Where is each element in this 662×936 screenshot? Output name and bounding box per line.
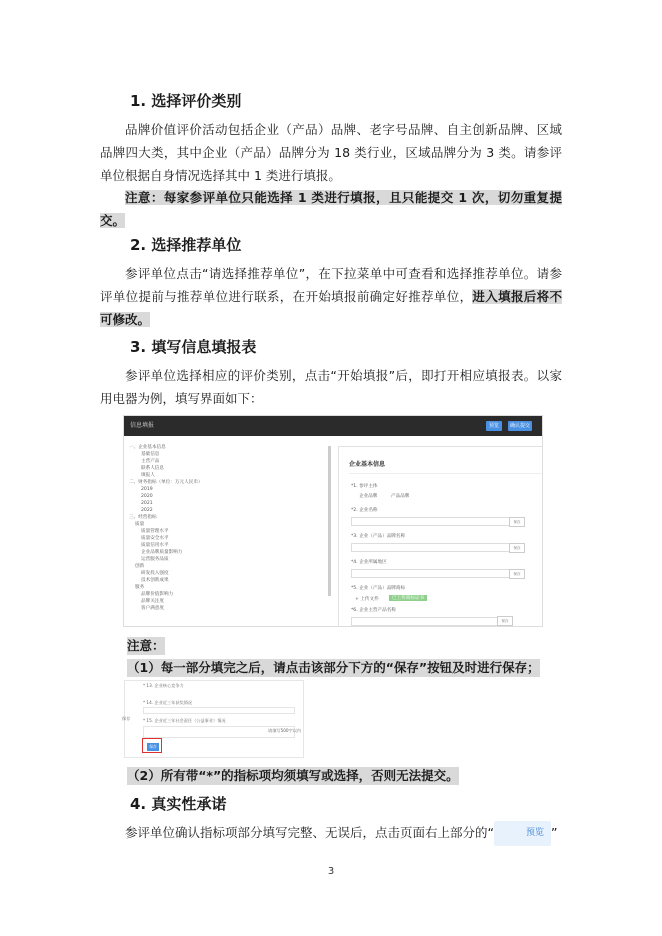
brand-name-input[interactable] [351,543,513,552]
upload-tag: 已上传商标证书 [389,595,427,601]
section-1-note-text: 注意：每家参评单位只能选择 1 类进行填报，且只能提交 1 次，切勿重复提交。 [100,190,562,228]
radio-product-brand[interactable]: 产品品牌 [391,494,410,499]
radio-enterprise-brand[interactable]: 企业品牌 [359,494,378,499]
s2-hint: 请填写500字以内 [268,728,302,733]
tree-item[interactable]: 基础信息 [141,452,160,457]
product-name-input[interactable] [351,617,513,626]
field-save-button[interactable]: 保存 [509,569,525,579]
section-1-note [100,186,562,232]
section-3-paragraph: 参评单位选择相应的评价类别，点击“开始填报”后，即打开相应填报表。以家用电器为例，填写界面如下： [100,368,562,406]
category-tree [129,444,329,612]
submit-button[interactable]: 确认提交 [509,423,530,429]
form-divider [349,473,543,474]
field-label: *2. 企业名称 [351,508,378,513]
tree-item[interactable]: 质量管理水平 [141,529,169,534]
page-number: 3 [327,866,335,877]
section-4-paragraph [100,821,562,846]
s2-side-label: 保存 [122,716,131,721]
screenshot-topbar [124,416,542,436]
s2-row-2: * 14. 企业近三年获奖情况 [143,700,193,705]
tree-item[interactable]: 2021 [141,501,153,506]
tree-item[interactable]: 三、经营指标 [129,515,157,520]
section-2-text: 参评单位点击“请选择推荐单位”，在下拉菜单中可查看和选择推荐单位。请参评单位提前与推荐单位进行联系，在开始填报前确定好推荐单位， [100,266,562,304]
section-4-title: 4. 真实性承诺 [130,795,227,813]
section-1-paragraph: 品牌价值评价活动包括企业（产品）品牌、老字号品牌、自主创新品牌、区域品牌四大类，其中企业（产品）品牌分为 18 类行业，区域品牌分为 3 类。请参评单位根据自身情况选择其中 1 类进行填报。 [100,122,562,183]
screenshot-app-title: 信息填报 [130,422,155,429]
field-save-button[interactable]: 保存 [509,543,525,553]
tree-item[interactable]: 质量 [135,522,145,527]
s2-input-2[interactable] [143,707,295,714]
footer-save-button[interactable]: 保存 [497,616,513,626]
note-item-2: （2）所有带“*”的指标项均须填写或选择，否则无法提交。 [127,768,459,783]
s2-row-1: * 13. 企业核心竞争力 [143,683,184,688]
tree-item[interactable]: 填报人 [141,473,155,478]
preview-inline-button: 预览 [494,821,551,846]
section-4-text-end: ” [551,825,558,840]
tree-item[interactable]: 企业品牌质量影响力 [141,550,183,555]
tree-item[interactable]: 创新 [135,564,145,569]
section-1-title: 1. 选择评价类别 [130,92,242,110]
note-title: 注意： [127,638,165,653]
section-2-highlight: 进入填报后将不可修改。 [100,289,562,327]
tree-item[interactable]: 质量信用水平 [141,543,169,548]
s2-row-3: * 15. 企业近三年社会责任（公益事业）情况 [143,718,226,723]
tree-item[interactable]: 一、企业基本信息 [129,445,166,450]
section-4-text: 参评单位确认指标项部分填写完整、无误后，点击页面右上部分的“ [125,825,494,840]
tree-item[interactable]: 二、财务指标（单位：万元人民币） [129,480,203,485]
tree-item[interactable]: 客户满意度 [141,606,164,611]
field-label: *6. 企业主营产品名称 [351,608,396,613]
tree-item[interactable]: 品牌关注度 [141,599,164,604]
note-item-1: （1）每一部分填完之后，请点击该部分下方的“保存”按钮及时进行保存； [127,660,540,675]
tree-item[interactable]: 联系人信息 [141,466,164,471]
section-2-paragraph [100,262,562,331]
tree-item[interactable]: 品牌价值影响力 [141,592,174,597]
tree-item[interactable]: 2022 [141,508,153,513]
tree-item[interactable]: 研发投入强度 [141,571,169,576]
tree-scrollbar[interactable] [328,446,331,596]
tree-item[interactable]: 运营服务品质 [141,557,169,562]
field-label: *1. 参评主体 [351,484,378,489]
field-save-button[interactable]: 保存 [509,517,525,527]
region-input[interactable] [351,569,513,578]
section-2-title: 2. 选择推荐单位 [130,236,242,254]
tree-item[interactable]: 2019 [141,487,153,492]
upload-button[interactable]: + 上传文件 [355,597,379,602]
preview-button[interactable]: 预览 [486,421,502,431]
field-label: *4. 企业所属地区 [351,560,387,565]
form-panel [338,446,543,627]
field-label: *5. 企业（产品）品牌商标 [351,586,406,591]
field-label: *3. 企业（产品）品牌名称 [351,534,406,539]
tree-item[interactable]: 2020 [141,494,153,499]
tree-item[interactable]: 技术创新成果 [141,578,169,583]
form-screenshot [123,415,543,627]
form-section-title: 企业基本信息 [349,461,386,468]
tree-item[interactable]: 主营产品 [141,459,160,464]
company-name-input[interactable] [351,517,513,526]
tree-item[interactable]: 服务 [135,585,145,590]
s2-save-button[interactable]: 保存 [147,743,159,751]
section-3-title: 3. 填写信息填报表 [130,338,257,356]
tree-item[interactable]: 质量安全水平 [141,536,169,541]
